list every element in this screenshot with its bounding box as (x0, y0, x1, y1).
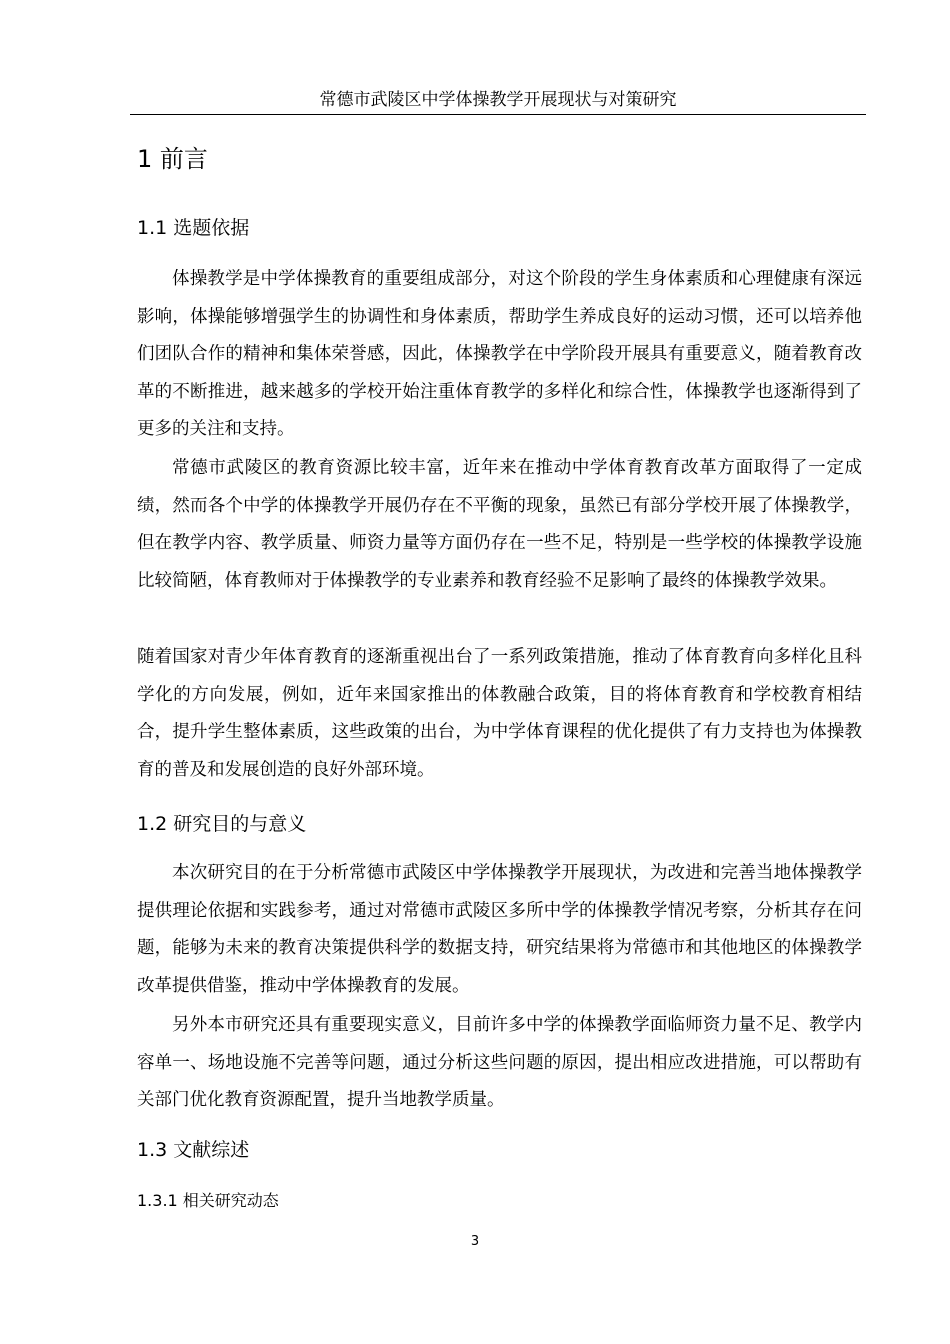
section-1-1-paragraph-2: 常德市武陵区的教育资源比较丰富，近年来在推动中学体育教育改革方面取得了一定成绩，然而各个中学的体操教学开展仍存在不平衡的现象，虽然已有部分学校开展了体操教学，但在教学内容、教学质量、师资力量等方面仍存在一些不足，特别是一些学校的体操教学设施比较简陋，体育教师对于体操教学的专业素养和教育经验不足影响了最终的体操教学效果。 (137, 458, 862, 591)
section-title-1-2: 1.2 研究目的与意义 (137, 813, 307, 835)
section-1-1-paragraph-3: 随着国家对青少年体育教育的逐渐重视出台了一系列政策措施，推动了体育教育向多样化且科学化的方向发展，例如，近年来国家推出的体教融合政策，目的将体育教育和学校教育相结合，提升学生整体素质，这些政策的出台，为中学体育课程的优化提供了有力支持也为体操教育的普及和发展创造的良好外部环境。 (137, 647, 862, 780)
subsection-title-1-3-1: 1.3.1 相关研究动态 (137, 1191, 279, 1210)
section-1-2-paragraph-1: 本次研究目的在于分析常德市武陵区中学体操教学开展现状，为改进和完善当地体操教学提供理论依据和实践参考，通过对常德市武陵区多所中学的体操教学情况考察，分析其存在问题，能够为未来的教育决策提供科学的数据支持，研究结果将为常德市和其他地区的体操教学改革提供借鉴，推动中学体操教育的发展。 (137, 863, 862, 996)
section-1-2-paragraph-2: 另外本市研究还具有重要现实意义，目前许多中学的体操教学面临师资力量不足、教学内容单一、场地设施不完善等问题，通过分析这些问题的原因，提出相应改进措施，可以帮助有关部门优化教育资源配置，提升当地教学质量。 (137, 1015, 862, 1110)
chapter-title: 1 前言 (137, 145, 208, 173)
running-header: 常德市武陵区中学体操教学开展现状与对策研究 (130, 88, 866, 115)
page-number: 3 (470, 1234, 480, 1249)
section-title-1-1: 1.1 选题依据 (137, 217, 250, 239)
section-title-1-3: 1.3 文献综述 (137, 1139, 250, 1161)
section-1-1-paragraph-1: 体操教学是中学体操教育的重要组成部分，对这个阶段的学生身体素质和心理健康有深远影响，体操能够增强学生的协调性和身体素质，帮助学生养成良好的运动习惯，还可以培养他们团队合作的精神和集体荣誉感，因此，体操教学在中学阶段开展具有重要意义，随着教育改革的不断推进，越来越多的学校开始注重体育教学的多样化和综合性，体操教学也逐渐得到了更多的关注和支持。 (137, 269, 862, 439)
